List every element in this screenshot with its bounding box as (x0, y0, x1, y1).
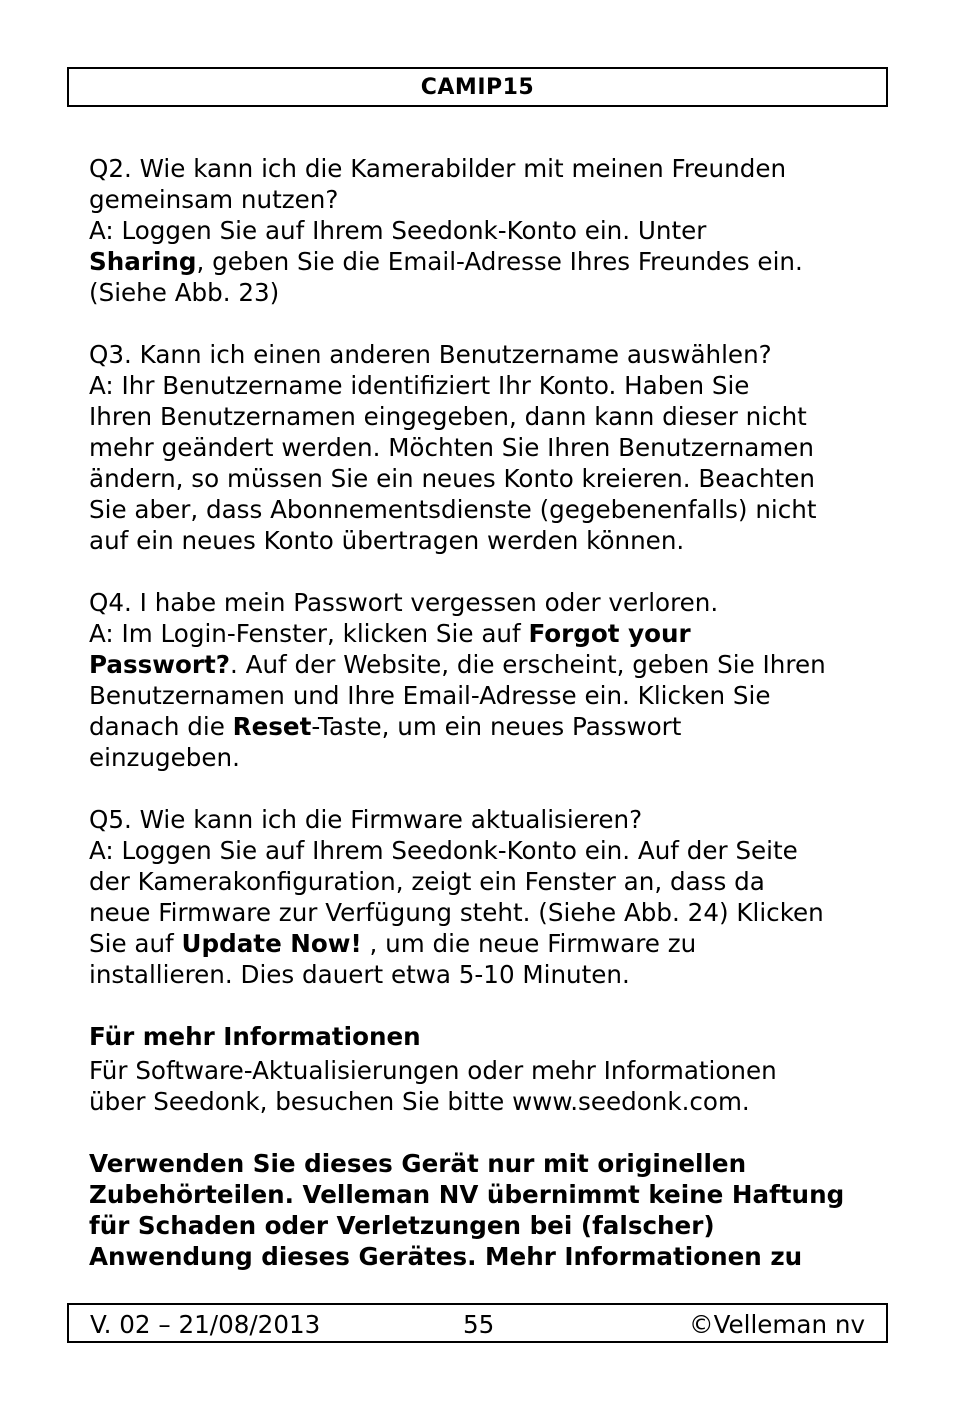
q3-answer-line: A: Ihr Benutzername identifiziert Ihr Konto. Haben Sie (89, 371, 750, 400)
q4-answer-line-4-rest: -Taste, um ein neues Passwort (311, 712, 682, 741)
q4-answer-line-5: einzugeben. (89, 743, 240, 772)
q3-question: Q3. Kann ich einen anderen Benutzername auswählen? (89, 340, 772, 369)
q5-answer-line-3: neue Firmware zur Verfügung steht. (Siehe Abb. 24) Klicken (89, 898, 824, 927)
q3-answer-line: Sie aber, dass Abonnementsdienste (gegebenenfalls) nicht (89, 495, 817, 524)
copyright: ©Velleman nv (688, 1310, 865, 1339)
q4-answer-line-1-pre: A: Im Login-Fenster, klicken Sie auf (89, 619, 529, 648)
q5-answer-line-1: A: Loggen Sie auf Ihrem Seedonk-Konto ein. Auf der Seite (89, 836, 798, 865)
warning-line: für Schaden oder Verletzungen bei (falscher) (89, 1211, 715, 1240)
page-content (89, 153, 879, 1272)
q2-sharing-term: Sharing (89, 247, 197, 276)
more-info-line-2: über Seedonk, besuchen Sie bitte www.seedonk.com. (89, 1087, 750, 1116)
page-footer (67, 1303, 888, 1343)
q4-password-term: Passwort? (89, 650, 231, 679)
q2-question-line-2: gemeinsam nutzen? (89, 185, 339, 214)
q4-question: Q4. I habe mein Passwort vergessen oder verloren. (89, 588, 719, 617)
q4-answer-line-1 (89, 618, 879, 649)
page-number: 55 (463, 1310, 495, 1339)
q2-answer-line-2-rest: , geben Sie die Email-Adresse Ihres Freundes ein. (196, 247, 803, 276)
q2-answer-line-3: (Siehe Abb. 23) (89, 278, 280, 307)
page-header (67, 67, 888, 107)
warning-line: Anwendung dieses Gerätes. Mehr Informationen zu (89, 1242, 803, 1271)
q2-question-line-1: Q2. Wie kann ich die Kamerabilder mit meinen Freunden (89, 154, 787, 183)
q3-answer-line: Ihren Benutzernamen eingegeben, dann kann dieser nicht (89, 402, 807, 431)
q2-answer-line-1: A: Loggen Sie auf Ihrem Seedonk-Konto ein. Unter (89, 216, 707, 245)
q4-answer-line-4-pre: danach die (89, 712, 233, 741)
q5-answer-line-4-rest: , um die neue Firmware zu (361, 929, 697, 958)
q4-answer-line-2 (89, 649, 879, 680)
faq-q2 (89, 153, 879, 308)
q3-answer-line: auf ein neues Konto übertragen werden können. (89, 526, 685, 555)
q5-question: Q5. Wie kann ich die Firmware aktualisieren? (89, 805, 643, 834)
q4-forgot-term: Forgot your (528, 619, 691, 648)
q5-answer-line-5: installieren. Dies dauert etwa 5-10 Minuten. (89, 960, 630, 989)
q5-update-now-term: Update Now! (181, 929, 362, 958)
q4-answer-line-3: Benutzernamen und Ihre Email-Adresse ein. Klicken Sie (89, 681, 771, 710)
q5-answer-line-2: der Kamerakonfiguration, zeigt ein Fenster an, dass da (89, 867, 765, 896)
q4-answer-line-4 (89, 711, 879, 742)
faq-q3 (89, 339, 879, 556)
q4-answer-line-2-rest: . Auf der Website, die erscheint, geben Sie Ihren (230, 650, 826, 679)
warning-line: Verwenden Sie dieses Gerät nur mit originellen (89, 1149, 747, 1178)
faq-q5 (89, 804, 879, 990)
q2-answer-line-2 (89, 246, 879, 277)
document-title: CAMIP15 (420, 75, 535, 100)
q3-answer-line: mehr geändert werden. Möchten Sie Ihren Benutzernamen (89, 433, 814, 462)
warning-line: Zubehörteilen. Velleman NV übernimmt keine Haftung (89, 1180, 845, 1209)
faq-q4 (89, 587, 879, 773)
q3-answer-line: ändern, so müssen Sie ein neues Konto kreieren. Beachten (89, 464, 815, 493)
q4-reset-term: Reset (232, 712, 312, 741)
more-info-line-1: Für Software-Aktualisierungen oder mehr Informationen (89, 1056, 777, 1085)
q5-answer-line-4-pre: Sie auf (89, 929, 182, 958)
version-date: V. 02 – 21/08/2013 (90, 1310, 321, 1339)
more-info-paragraph (89, 1055, 879, 1117)
warning-paragraph (89, 1148, 879, 1272)
q5-answer-line-4 (89, 928, 879, 959)
more-info-heading: Für mehr Informationen (89, 1022, 421, 1051)
